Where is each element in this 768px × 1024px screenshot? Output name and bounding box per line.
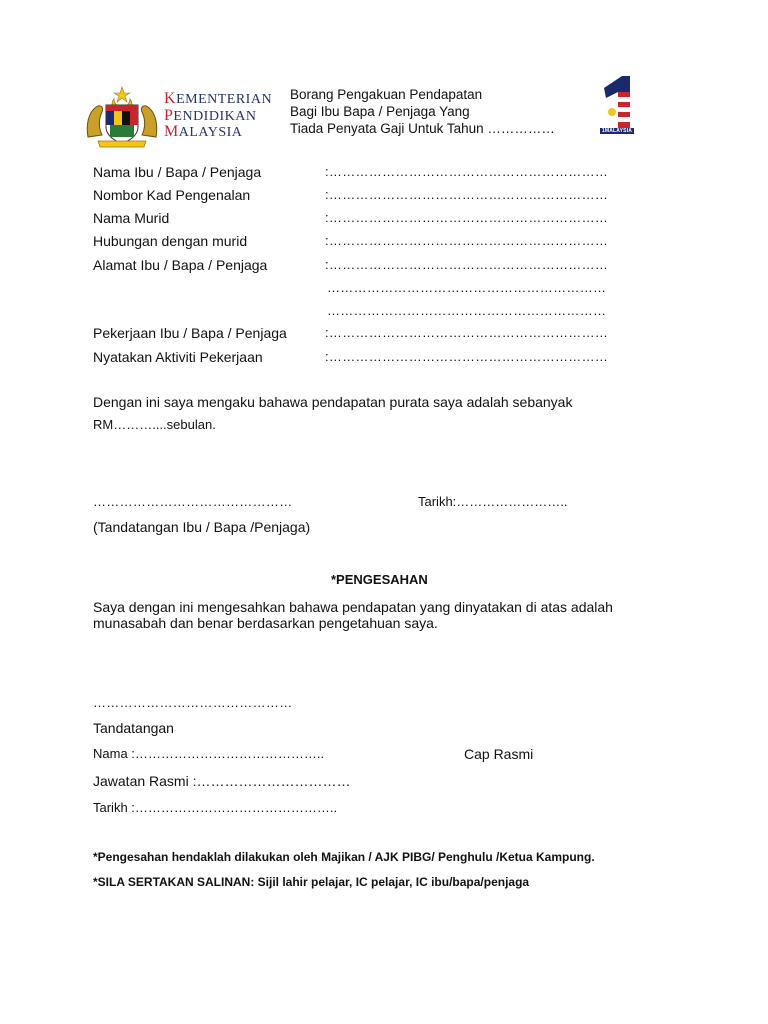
verifier-name-field[interactable]: Nama :……………………………………..: [93, 746, 325, 761]
note-attach-copies: *SILA SERTAKAN SALINAN: Sijil lahir pelajar, IC pelajar, IC ibu/bapa/penjaga: [93, 875, 530, 889]
note-verification-authority: *Pengesahan hendaklah dilakukan oleh Majikan / AJK PIBG/ Penghulu /Ketua Kampung.: [93, 850, 595, 864]
ministry-line1-rest: EMENTERIAN: [176, 92, 273, 107]
form-title-line3: Tiada Penyata Gaji Untuk Tahun ……………: [290, 121, 555, 136]
form-title-line2: Bagi Ibu Bapa / Penjaga Yang: [290, 104, 470, 119]
parent-signature-date[interactable]: Tarikh:……………………..: [418, 494, 568, 509]
field-value-address-line1[interactable]: :………………………………………………………: [325, 257, 609, 272]
field-value-occupation[interactable]: :………………………………………………………: [325, 325, 609, 340]
field-label-parent-name: Nama Ibu / Bapa / Penjaga: [93, 164, 262, 180]
field-label-student-name: Nama Murid: [93, 210, 170, 226]
ministry-name-line1: KEMENTERIAN: [164, 90, 273, 107]
verifier-signature-line[interactable]: ………………………………………: [93, 695, 293, 710]
verifier-position-field[interactable]: Jawatan Rasmi :……………………………: [93, 773, 351, 789]
field-label-address: Alamat Ibu / Bapa / Penjaga: [93, 257, 268, 273]
field-value-work-activity[interactable]: :………………………………………………………: [325, 349, 609, 364]
verifier-signature-label: Tandatangan: [93, 720, 174, 736]
1malaysia-logo-label: 1MALAYSIA: [601, 128, 633, 134]
parent-signature-line[interactable]: ………………………………………: [93, 494, 293, 509]
official-stamp-label: Cap Rasmi: [464, 746, 534, 762]
declaration-text: Dengan ini saya mengaku bahawa pendapatan purata saya adalah sebanyak: [93, 394, 573, 410]
field-label-work-activity: Nyatakan Aktiviti Pekerjaan: [93, 349, 263, 365]
field-value-relationship[interactable]: :………………………………………………………: [325, 233, 609, 248]
field-label-relationship: Hubungan dengan murid: [93, 233, 248, 249]
field-label-ic-number: Nombor Kad Pengenalan: [93, 187, 251, 203]
verification-text-line1: Saya dengan ini mengesahkan bahawa pendapatan yang dinyatakan di atas adalah: [93, 599, 613, 615]
verification-text-line2: munasabah dan benar berdasarkan pengetahuan saya.: [93, 615, 438, 631]
ministry-name-line2: PENDIDIKAN: [164, 107, 257, 124]
ministry-line2-rest: ENDIDIKAN: [173, 109, 257, 124]
malaysia-coat-of-arms-icon: [84, 85, 160, 151]
parent-signature-caption: (Tandatangan Ibu / Bapa /Penjaga): [93, 519, 311, 535]
form-title-line1: Borang Pengakuan Pendapatan: [290, 87, 483, 102]
ministry-line3-rest: ALAYSIA: [178, 125, 243, 140]
ministry-name-line3: MALAYSIA: [164, 123, 243, 140]
declaration-amount[interactable]: RM………....sebulan.: [93, 417, 216, 432]
field-value-ic-number[interactable]: :………………………………………………………: [325, 187, 609, 202]
field-value-parent-name[interactable]: :………………………………………………………: [325, 164, 609, 179]
field-value-student-name[interactable]: :………………………………………………………: [325, 210, 609, 225]
field-value-address-line2[interactable]: ………………………………………………………: [327, 280, 607, 295]
verification-heading: *PENGESAHAN: [331, 572, 428, 587]
verifier-date-field[interactable]: Tarikh :………………………………………..: [93, 800, 338, 815]
field-label-occupation: Pekerjaan Ibu / Bapa / Penjaga: [93, 325, 287, 341]
field-value-address-line3[interactable]: ………………………………………………………: [327, 303, 607, 318]
